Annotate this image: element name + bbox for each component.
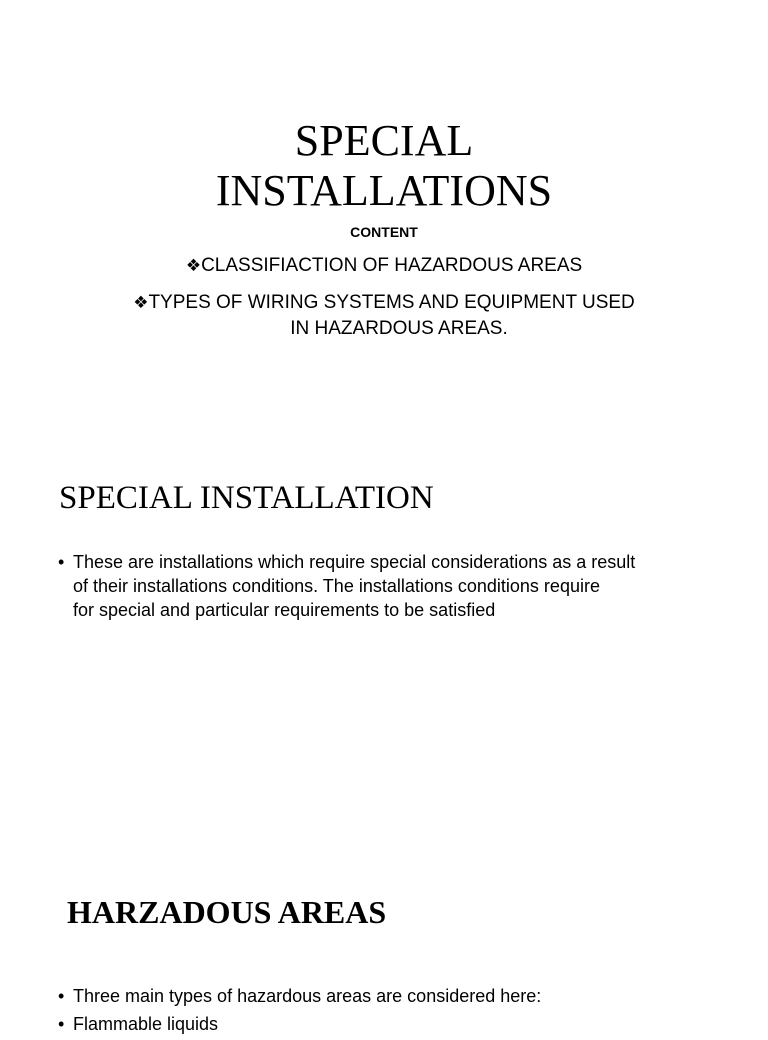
content-bullet-continuation: IN HAZARDOUS AREAS. bbox=[290, 318, 508, 339]
content-label: CONTENT bbox=[350, 224, 418, 240]
slide-special-installation bbox=[0, 430, 768, 830]
slide-body bbox=[58, 984, 718, 1040]
list-item bbox=[58, 984, 718, 1008]
title-line-2: INSTALLATIONS bbox=[215, 166, 553, 215]
title-line-1: SPECIAL bbox=[294, 116, 474, 165]
list-item-text: Flammable liquids bbox=[73, 1014, 219, 1034]
slide-heading: HARZADOUS AREAS bbox=[67, 894, 387, 930]
slide-heading: SPECIAL INSTALLATION bbox=[59, 480, 434, 516]
content-bullet-2 bbox=[0, 290, 768, 342]
slide-title bbox=[0, 0, 768, 400]
diamond-bullet-icon: ❖ bbox=[133, 293, 149, 313]
slide-hazardous-areas bbox=[0, 860, 768, 1034]
content-bullet-text: TYPES OF WIRING SYSTEMS AND EQUIPMENT USED bbox=[148, 292, 635, 313]
slide-body bbox=[58, 550, 718, 622]
list-item bbox=[58, 1012, 718, 1036]
list-item-line: These are installations which require special considerations as a result bbox=[73, 552, 636, 572]
list-item-text: Three main types of hazardous areas are considered here: bbox=[73, 986, 542, 1006]
list-item bbox=[58, 550, 718, 622]
diamond-bullet-icon: ❖ bbox=[185, 256, 202, 276]
content-bullet-1 bbox=[0, 253, 768, 279]
list-item-line: of their installations conditions. The installations conditions require bbox=[73, 576, 600, 596]
bullet-dot-icon: • bbox=[58, 986, 65, 1006]
bullet-dot-icon: • bbox=[58, 1014, 65, 1034]
list-item-line: for special and particular requirements to be satisfied bbox=[73, 600, 496, 620]
content-bullet-text: CLASSIFIACTION OF HAZARDOUS AREAS bbox=[201, 255, 583, 276]
slide-title-heading bbox=[0, 116, 768, 216]
bullet-dot-icon: • bbox=[58, 552, 65, 572]
